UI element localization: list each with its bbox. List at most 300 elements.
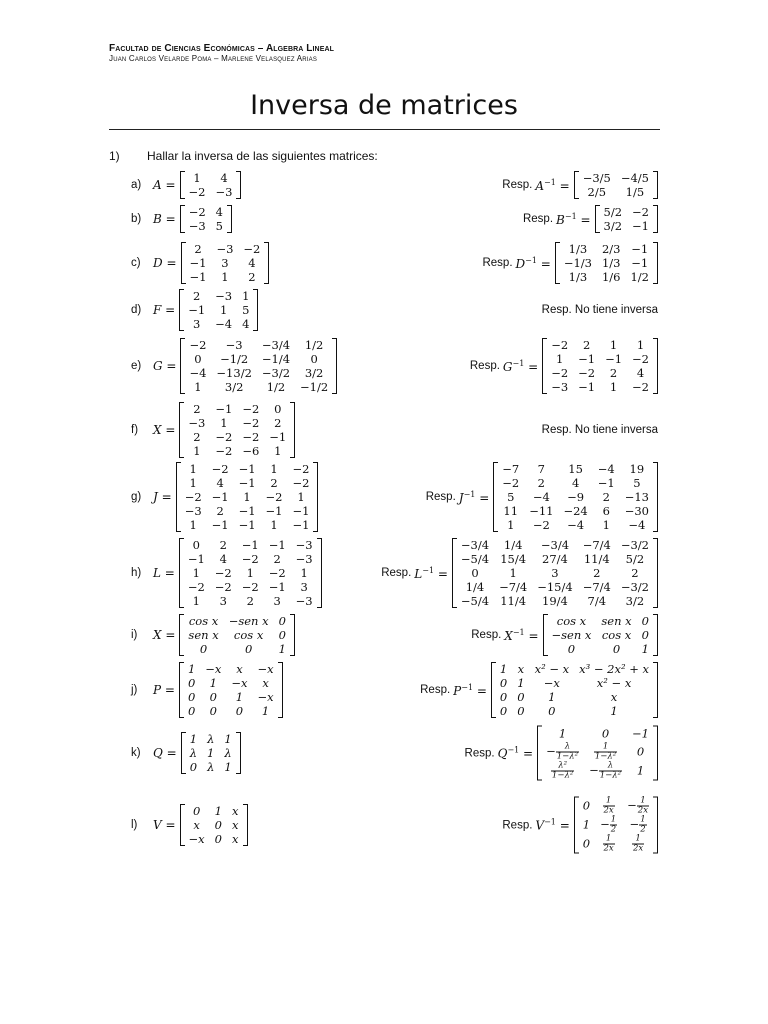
matrix-cell: x [232, 832, 239, 846]
matrix-cell: 2/3 [601, 242, 621, 256]
matrix-cell: 6 [602, 504, 610, 518]
matrix-cell: 1 [499, 662, 508, 676]
answer-matrix [523, 205, 658, 233]
matrix-cell: −1 [265, 504, 283, 518]
matrix-cell: −11 [529, 504, 554, 518]
given-matrix-body [179, 289, 258, 331]
answer-matrix-body [595, 205, 658, 233]
matrix-cell: 3/2 [224, 380, 244, 394]
matrix-cell: 1/2 [630, 270, 649, 284]
matrix-cell: 1/2 [266, 380, 286, 394]
matrix-cell: −2 [184, 490, 202, 504]
matrix-cell: x² − x [596, 676, 632, 690]
matrix-cell: −1/2 [300, 380, 329, 394]
exercise-label: b) [131, 213, 142, 225]
given-matrix [153, 289, 258, 331]
given-matrix [153, 242, 269, 284]
matrix-cell: −15/4 [537, 580, 573, 594]
matrix-name: F = [153, 303, 176, 317]
matrix-cell: 1 [609, 338, 618, 352]
answer-matrix-body [543, 614, 658, 656]
given-matrix-body [180, 804, 248, 846]
given-matrix-body [181, 732, 241, 774]
matrix-cell: 1 [582, 817, 591, 832]
answer-prefix: Resp. [464, 747, 495, 759]
given-matrix [153, 402, 295, 458]
matrix-cell: 0 [636, 744, 645, 759]
matrix-cell: 0 [194, 352, 202, 366]
answer-prefix: Resp. [502, 179, 533, 191]
matrix-cell: λ [224, 746, 232, 760]
fraction: $\frac{1}{2x}$ [603, 833, 614, 854]
matrix-cell: 4 [571, 476, 580, 490]
matrix-cell: −1 [268, 580, 286, 594]
matrix-cell: 1/3 [568, 242, 588, 256]
fraction: $\frac{\lambda}{\text{1−λ²}}$ [599, 760, 622, 781]
matrix-cell: − $\frac{\lambda}{\text{1−λ²}}$ [589, 760, 622, 781]
answer-matrix [502, 797, 658, 854]
matrix-name: L = [153, 566, 175, 580]
matrix-cell: 2 [582, 338, 591, 352]
matrix-cell: −2 [188, 185, 206, 199]
matrix-cell: 3 [219, 594, 227, 608]
matrix-cell [584, 743, 627, 762]
matrix-cell: x [610, 690, 618, 704]
matrix-name: D = [153, 256, 177, 270]
fraction: $\frac{\lambda}{\text{1−λ²}}$ [556, 741, 579, 762]
matrix-cell [622, 835, 654, 854]
matrix-cell: −1 [189, 270, 207, 284]
exercise-label: f) [131, 424, 139, 436]
matrix-name: A = [153, 178, 176, 192]
title-divider [109, 129, 660, 130]
matrix-cell: x [262, 676, 269, 690]
fraction: $\frac{1}{2x}$ [632, 833, 644, 854]
matrix-cell: −3/4 [460, 538, 490, 552]
matrix-cell: −x [257, 662, 274, 676]
matrix-cell: 3 [273, 594, 281, 608]
answer-matrix [381, 538, 658, 608]
matrix-cell: 0 [499, 704, 508, 718]
matrix-cell: 1 [270, 518, 278, 532]
matrix-cell: −1 [211, 490, 229, 504]
given-matrix-body [176, 462, 319, 532]
given-matrix-body [180, 338, 337, 394]
matrix-name: B = [153, 212, 176, 226]
matrix-cell: −sen x [551, 628, 592, 642]
matrix-cell: −1 [211, 518, 229, 532]
matrix-cell: 0 [517, 704, 525, 718]
matrix-cell: 2 [216, 504, 224, 518]
matrix-cell: −1 [187, 552, 205, 566]
matrix-cell: 11/4 [583, 552, 610, 566]
matrix-cell: −1 [238, 518, 256, 532]
matrix-cell: − $\frac{\lambda}{\text{1−λ²}}$ [546, 741, 579, 762]
matrix-cell: −3 [215, 185, 233, 199]
exercise-label: j) [131, 684, 138, 696]
matrix-cell: −2 [632, 352, 649, 366]
matrix-name: Q = [153, 746, 177, 760]
answer-prefix: Resp. [471, 629, 502, 641]
matrix-cell: −x [257, 690, 274, 704]
matrix-name: X = [153, 628, 176, 642]
matrix-cell: 1 [243, 490, 251, 504]
matrix-cell: 0 [187, 676, 196, 690]
matrix-cell: 7 [537, 462, 545, 476]
matrix-cell: 1 [300, 566, 308, 580]
matrix-cell: −1 [238, 504, 256, 518]
matrix-cell: −1 [631, 242, 649, 256]
matrix-name: J = [153, 490, 172, 504]
inverse-name: $P^{-1}$ = [453, 682, 487, 698]
matrix-cell: −sen x [228, 614, 269, 628]
matrix-cell: x [193, 818, 200, 832]
matrix-cell: −1 [238, 462, 256, 476]
matrix-cell: 0 [517, 690, 525, 704]
exercise-label: e) [131, 360, 142, 372]
header-authors: Juan Carlos Velarde Poma – Marlene Velasquez Arias [109, 54, 318, 63]
matrix-cell: −2 [242, 430, 260, 444]
matrix-cell: 0 [278, 614, 286, 628]
matrix-cell: −2 [292, 462, 310, 476]
matrix-cell: 0 [187, 704, 196, 718]
fraction: $\frac{1}{2}$ [640, 814, 646, 835]
matrix-name: V = [153, 818, 176, 832]
matrix-cell: 1 [224, 760, 232, 774]
given-matrix-body [179, 402, 295, 458]
matrix-cell: x [517, 662, 525, 676]
matrix-cell: λ [207, 732, 215, 746]
matrix-cell: −5/4 [460, 552, 490, 566]
given-matrix [153, 462, 318, 532]
matrix-cell: 1 [610, 704, 618, 718]
matrix-cell: 15 [568, 462, 583, 476]
matrix-cell: sen x [601, 614, 632, 628]
exercise-label: l) [131, 819, 138, 831]
matrix-cell: 1 [261, 704, 270, 718]
matrix-cell: −2 [242, 402, 260, 416]
answer-matrix [465, 726, 658, 781]
matrix-cell: 1 [192, 566, 200, 580]
matrix-cell: −1 [292, 518, 310, 532]
matrix-cell: sen x [188, 628, 219, 642]
matrix-cell: −2 [268, 566, 286, 580]
matrix-cell: −4 [532, 490, 550, 504]
matrix-cell: 1 [558, 726, 567, 741]
matrix-cell: − $\frac{1}{2x}$ [627, 795, 648, 816]
matrix-cell: 2 [193, 402, 201, 416]
matrix-cell: 5/2 [603, 205, 623, 219]
fraction: $\frac{1}{2x}$ [637, 795, 648, 816]
given-matrix [153, 338, 337, 394]
matrix-cell: −2 [242, 416, 260, 430]
matrix-cell: 1 [246, 566, 254, 580]
given-matrix-body [179, 662, 283, 718]
matrix-cell: 0 [582, 798, 591, 813]
matrix-cell: 19 [629, 462, 645, 476]
matrix-cell: −7/4 [499, 580, 528, 594]
matrix-cell: − $\frac{1}{2}$ [629, 814, 646, 835]
matrix-cell: 1/5 [625, 185, 645, 199]
matrix-name: G = [153, 359, 177, 373]
matrix-cell: 0 [214, 832, 222, 846]
matrix-cell: −2 [265, 490, 283, 504]
given-matrix [153, 662, 283, 718]
matrix-cell: −2 [632, 205, 649, 219]
matrix-cell: 0 [235, 704, 244, 718]
given-matrix-body [179, 538, 322, 608]
matrix-cell: 1 [278, 642, 286, 656]
answer-matrix-body [452, 538, 658, 608]
inverse-name: $X^{-1}$ = [504, 627, 539, 643]
matrix-cell: 1 [189, 462, 197, 476]
matrix-cell: −2 [551, 366, 569, 380]
matrix-cell: 0 [214, 818, 222, 832]
matrix-cell: −9 [567, 490, 585, 504]
matrix-cell: 2 [631, 566, 639, 580]
matrix-cell: 1/4 [503, 538, 523, 552]
matrix-cell: −1 [292, 504, 310, 518]
matrix-cell: −2 [214, 566, 232, 580]
inverse-name: $J^{-1}$ = [458, 489, 490, 505]
matrix-cell: −2 [502, 476, 520, 490]
matrix-cell: −1 [215, 402, 233, 416]
matrix-cell: −1 [238, 476, 256, 490]
matrix-cell: 3 [300, 580, 308, 594]
matrix-cell: −3/2 [620, 538, 649, 552]
matrix-cell: −2 [211, 462, 229, 476]
matrix-cell: −3 [295, 538, 313, 552]
inverse-name: $A^{-1}$ = [535, 177, 570, 193]
matrix-cell: 3 [221, 256, 229, 270]
matrix-cell: −3 [551, 380, 569, 394]
matrix-cell: 0 [601, 726, 610, 741]
matrix-cell: 1 [297, 490, 305, 504]
given-matrix [153, 171, 241, 199]
matrix-cell: −3/4 [540, 538, 570, 552]
matrix-cell: −2 [241, 552, 259, 566]
matrix-cell: 2 [193, 289, 201, 303]
matrix-cell: −1/2 [220, 352, 249, 366]
exercise-label: c) [131, 257, 141, 269]
matrix-cell: 1 [221, 270, 229, 284]
matrix-cell: 3 [551, 566, 559, 580]
matrix-cell: 1 [609, 380, 618, 394]
matrix-cell: 1 [192, 594, 200, 608]
matrix-cell: −3 [188, 219, 206, 233]
answer-matrix-body [491, 662, 658, 718]
inverse-name: $Q^{-1}$ = [497, 745, 534, 761]
matrix-cell: 1 [189, 732, 198, 746]
exercise-label: i) [131, 629, 138, 641]
matrix-cell: −2 [532, 518, 550, 532]
matrix-cell: 1 [224, 732, 232, 746]
matrix-cell: 7/4 [587, 594, 607, 608]
matrix-cell: − $\frac{1}{2}$ [600, 814, 617, 835]
matrix-cell: 5 [633, 476, 641, 490]
matrix-cell: 4 [248, 256, 256, 270]
matrix-cell: −4 [189, 366, 207, 380]
matrix-cell: −3 [215, 289, 233, 303]
matrix-cell: 1/3 [601, 256, 621, 270]
matrix-cell: 1 [509, 566, 517, 580]
answer-matrix [420, 662, 658, 718]
matrix-cell: 1/4 [465, 580, 485, 594]
matrix-cell: 5 [242, 303, 250, 317]
question-number: 1) [109, 149, 120, 163]
matrix-cell: 1 [193, 444, 201, 458]
matrix-cell: −3/2 [261, 366, 291, 380]
matrix-cell: −24 [563, 504, 588, 518]
matrix-cell: 0 [641, 614, 649, 628]
matrix-cell: 4 [636, 366, 645, 380]
given-matrix [153, 614, 295, 656]
matrix-cell: −2 [215, 430, 233, 444]
matrix-cell: 1 [214, 804, 222, 818]
matrix-cell: −30 [624, 504, 649, 518]
answer-prefix: Resp. [425, 491, 456, 503]
matrix-cell: x [236, 662, 243, 676]
matrix-cell: 19/4 [542, 594, 568, 608]
matrix-cell: 1 [270, 462, 278, 476]
matrix-cell: 3/2 [625, 594, 645, 608]
matrix-cell: −2 [188, 205, 206, 219]
question-text: Hallar la inversa de las siguientes matrices: [147, 149, 378, 163]
inverse-name: $G^{-1}$ = [502, 358, 539, 374]
matrix-cell: 1 [548, 690, 556, 704]
matrix-cell: −2 [215, 444, 233, 458]
matrix-cell: 1/3 [568, 270, 588, 284]
matrix-cell: 0 [187, 690, 196, 704]
matrix-cell: −5/4 [460, 594, 490, 608]
inverse-name: $D^{-1}$ = [515, 255, 551, 271]
matrix-cell: −x [205, 662, 222, 676]
matrix-cell: 2 [270, 476, 278, 490]
matrix-cell: 2 [194, 242, 202, 256]
matrix-cell: 0 [209, 690, 217, 704]
matrix-cell: 1 [209, 676, 217, 690]
matrix-cell: −1 [189, 256, 207, 270]
matrix-cell: 1 [556, 352, 564, 366]
matrix-cell: 1 [220, 416, 228, 430]
matrix-cell: 1 [189, 518, 197, 532]
matrix-cell: 0 [274, 402, 282, 416]
matrix-cell: 1 [641, 642, 649, 656]
matrix-cell: −3 [295, 594, 313, 608]
matrix-cell: 1 [187, 662, 196, 676]
given-matrix [153, 732, 241, 774]
matrix-cell: 0 [209, 704, 217, 718]
matrix-cell: −13/2 [216, 366, 252, 380]
answer-text: Resp. No tiene inversa [541, 304, 658, 316]
matrix-cell: −4 [628, 518, 646, 532]
matrix-cell: 0 [499, 690, 508, 704]
matrix-cell: −4 [567, 518, 585, 532]
matrix-cell: 0 [499, 676, 508, 690]
given-matrix-body [180, 171, 242, 199]
matrix-cell: −2 [241, 580, 259, 594]
answer-prefix: Resp. [381, 567, 412, 579]
matrix-cell: x³ − 2x² + x [579, 662, 649, 676]
answer-prefix: Resp. [469, 360, 500, 372]
matrix-cell: 2 [193, 430, 201, 444]
matrix-cell: 0 [189, 760, 198, 774]
matrix-cell: 2 [609, 366, 618, 380]
matrix-cell: −4/5 [620, 171, 649, 185]
matrix-cell: x [232, 804, 239, 818]
matrix-cell: −7 [502, 462, 520, 476]
matrix-cell: 1 [636, 763, 645, 778]
matrix-cell: cos x [556, 614, 587, 628]
matrix-cell: 5/2 [625, 552, 645, 566]
matrix-cell: −1 [268, 538, 286, 552]
matrix-cell: 2 [248, 270, 256, 284]
matrix-cell: 0 [567, 642, 576, 656]
matrix-cell: 1 [219, 303, 228, 317]
exercise-label: d) [131, 304, 142, 316]
inverse-name: $B^{-1}$ = [556, 211, 591, 227]
matrix-cell: 3 [193, 317, 201, 331]
matrix-cell: −1/4 [261, 352, 291, 366]
matrix-cell: 1 [602, 518, 610, 532]
matrix-cell: −1 [188, 303, 206, 317]
matrix-name: X = [153, 423, 176, 437]
matrix-cell: 0 [192, 804, 201, 818]
matrix-cell: −2 [214, 580, 232, 594]
matrix-cell: 5 [507, 490, 515, 504]
matrix-cell: −3 [225, 338, 243, 352]
answer-matrix [470, 338, 658, 394]
matrix-cell: 3/2 [603, 219, 623, 233]
matrix-cell: −1 [269, 430, 287, 444]
matrix-cell: 4 [215, 205, 223, 219]
matrix-cell: 0 [582, 836, 591, 851]
matrix-cell: cos x [601, 628, 632, 642]
exercise-label: g) [131, 491, 142, 503]
exercise-label: a) [131, 179, 142, 191]
matrix-cell [541, 762, 584, 781]
given-matrix-body [181, 242, 270, 284]
matrix-cell: 2 [273, 552, 281, 566]
matrix-cell: −3 [184, 504, 202, 518]
matrix-cell: −13 [624, 490, 649, 504]
fraction: $\frac{1}{2}$ [610, 814, 617, 835]
inverse-name: $V^{-1}$ = [535, 817, 570, 833]
matrix-cell: −1 [632, 219, 649, 233]
matrix-cell: −2 [243, 242, 261, 256]
matrix-cell: −3/5 [582, 171, 611, 185]
given-matrix-body [179, 614, 294, 656]
matrix-cell: 4 [216, 476, 224, 490]
answer-text: Resp. No tiene inversa [541, 424, 658, 436]
answer-matrix [471, 614, 658, 656]
answer-matrix-body [542, 338, 658, 394]
fraction: $\frac{1}{\text{1−λ²}}$ [594, 741, 617, 762]
exercise-label: h) [131, 567, 142, 579]
matrix-cell: −x [231, 676, 248, 690]
matrix-cell: −2 [189, 338, 207, 352]
answer-matrix-body [574, 171, 658, 199]
matrix-cell: 0 [310, 352, 318, 366]
matrix-cell: 1 [507, 518, 515, 532]
matrix-cell: −1 [241, 538, 259, 552]
matrix-cell: 4 [242, 317, 250, 331]
given-matrix [153, 205, 232, 233]
answer-matrix [482, 242, 658, 284]
matrix-cell: −1 [632, 726, 649, 741]
matrix-cell: 0 [244, 642, 253, 656]
matrix-cell: 4 [219, 552, 227, 566]
